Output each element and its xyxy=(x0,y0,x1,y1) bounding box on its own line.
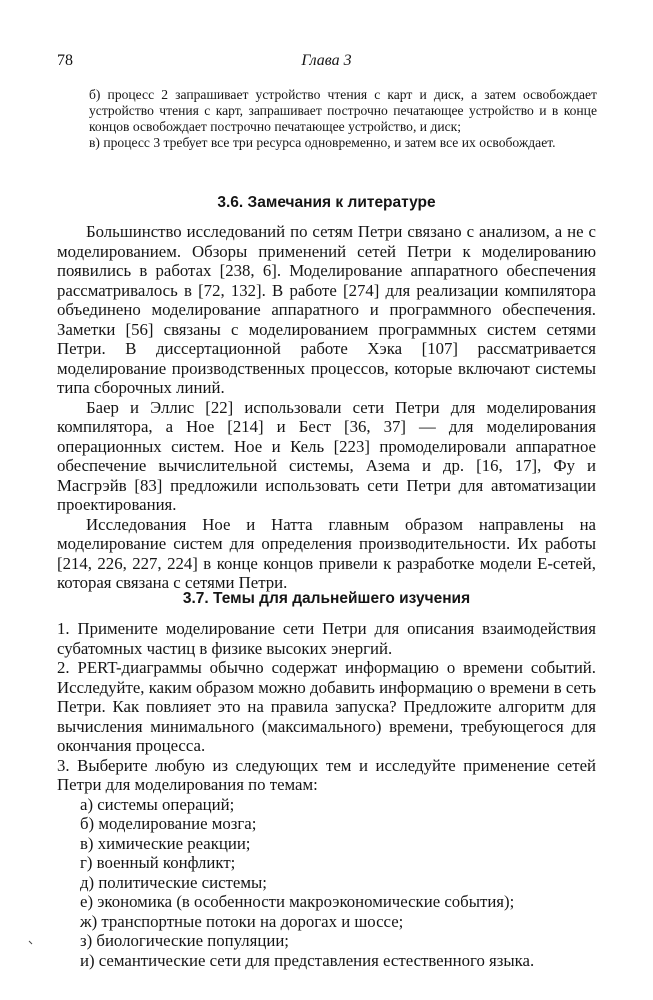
previous-items xyxy=(89,87,597,151)
running-head xyxy=(57,52,596,74)
list-item: б) моделирование мозга; xyxy=(80,814,257,833)
paragraph: Исследования Ное и Натта главным образом направлены на моделирование систем для определения производительности. Их работы [214, 226, 227, 224] в конце концов привели к разработке модели E-сетей, которая связана с сетями Петри. xyxy=(57,514,596,592)
paragraph: Большинство исследований по сетям Петри связано с анализом, а не с моделированием. Обзоры применений сетей Петри к моделированию появились в работах [238, 6]. Моделирование аппаратного обеспечения рассматривалось в [72, 132]. В работе [274] для реализации компилятора объединено моделирование аппаратного и программного обеспечения. Заметки [56] связаны с моделированием программных систем сетями Петри. В диссертационной работе Хэка [107] рассматривается моделирование производственных процессов, которые включают системы типа сборочных линий. xyxy=(57,222,596,397)
topic-item: 3. Выберите любую из следующих тем и исследуйте применение сетей Петри для моделирования по темам: xyxy=(57,755,596,794)
topic-item: 2. PERT-диаграммы обычно содержат информацию о времени событий. Исследуйте, каким образом можно добавить информацию о времени в сеть Петри. Как повлияет это на правила запуска? Предложите алгоритм для вычисления минимального (максимального) времени, требующегося для окончания процесса. xyxy=(57,658,596,755)
literature-notes xyxy=(57,222,596,593)
list-item: ж) транспортные потоки на дорогах и шоссе; xyxy=(80,911,404,931)
scan-speck xyxy=(28,940,34,946)
list-item: е) экономика (в особенности макроэкономические события); xyxy=(80,892,515,911)
page-number: 78 xyxy=(57,52,73,69)
list-item: д) политические системы; xyxy=(80,872,267,892)
list-item: з) биологические популяции; xyxy=(80,931,289,950)
subtopic-list xyxy=(57,795,596,971)
topic-item: 1. Примените моделирование сети Петри для описания взаимодействия субатомных частиц в физике высоких энергий. xyxy=(57,619,596,658)
list-item: а) системы операций; xyxy=(80,794,235,814)
list-item: б) процесс 2 запрашивает устройство чтения с карт и диск, а затем освобождает устройство чтения с карт, запрашивает построчно печатающее устройство и в конце концов освобождает построчно печатающее устройство, и диск; xyxy=(89,87,597,134)
list-item: и) семантические сети для представления естественного языка. xyxy=(80,950,535,970)
chapter-label: Глава 3 xyxy=(301,52,352,69)
section-heading: 3.6. Замечания к литературе xyxy=(217,194,436,211)
list-item: в) процесс 3 требует все три ресурса одновременно, и затем все их освобождает. xyxy=(89,135,556,150)
paragraph: Баер и Эллис [22] использовали сети Петри для моделирования компилятора, а Ное [214] и Бест [36, 37] — для моделирования операционных систем. Ное и Кель [223] промоделировали аппаратное обеспечение вычислительной системы, Азема и др. [16, 17], Фу и Масгрэйв [83] предложили использовать сети Петри для автоматизации проектирования. xyxy=(57,397,596,514)
list-item: г) военный конфликт; xyxy=(80,853,236,872)
list-item: в) химические реакции; xyxy=(80,833,251,853)
study-topics xyxy=(57,619,596,970)
section-heading: 3.7. Темы для дальнейшего изучения xyxy=(182,590,471,607)
